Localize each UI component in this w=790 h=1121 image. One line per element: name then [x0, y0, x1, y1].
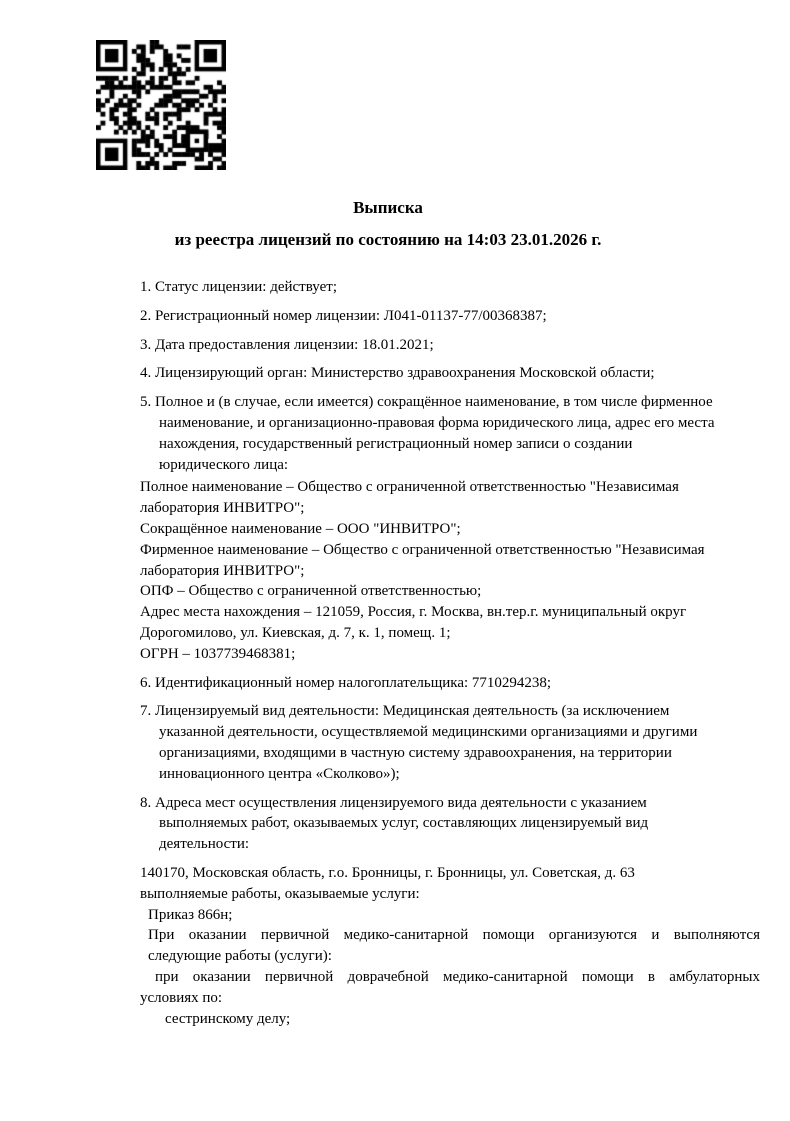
- text-line: 7. Лицензируемый вид деятельности: Медицинская деятельность (за исключением: [140, 703, 670, 720]
- address-activities: [140, 863, 760, 1029]
- text-line: юридического лица:: [159, 456, 289, 473]
- text-line: следующие работы (услуги):: [148, 948, 332, 965]
- text-line: ОПФ – Общество с ограниченной ответственностью;: [140, 583, 482, 600]
- text-line: Дорогомилово, ул. Киевская, д. 7, к. 1, помещ. 1;: [140, 624, 451, 641]
- text-line: При оказании первичной медико-санитарной помощи организуются и выполняются: [148, 927, 760, 944]
- item-3-grant-date: [140, 335, 760, 356]
- text-line: 5. Полное и (в случае, если имеется) сокращённое наименование, в том числе фирменное: [140, 394, 713, 411]
- item-5-legal-entity-heading: [140, 392, 760, 475]
- text-line: условиях по:: [140, 989, 223, 1006]
- document-title: Выписка: [353, 198, 423, 217]
- document-subtitle: из реестра лицензий по состоянию на 14:03 23.01.2026 г.: [174, 230, 602, 249]
- text-line: инновационного центра «Сколково»);: [159, 765, 400, 782]
- text-line: Приказ 866н;: [148, 906, 233, 923]
- item-6-inn: [140, 673, 760, 694]
- text-line: организациями, входящими в частную систему здравоохранения, на территории: [159, 744, 672, 761]
- text-line: указанной деятельности, осуществляемой медицинскими организациями и другими: [159, 724, 698, 741]
- text-line: Полное наименование – Общество с ограниченной ответственностью "Независимая: [140, 479, 679, 496]
- text-line: выполняемые работы, оказываемые услуги:: [140, 885, 420, 902]
- text-line: сестринскому делу;: [165, 1010, 291, 1027]
- text-line: нахождения, государственный регистрационный номер записи о создании: [159, 435, 633, 452]
- item-4-licensing-authority: [140, 363, 760, 384]
- text-line: 4. Лицензирующий орган: Министерство здравоохранения Московской области;: [140, 365, 655, 382]
- text-line: лаборатория ИНВИТРО";: [140, 500, 305, 517]
- item-2-reg-number: [140, 306, 760, 327]
- text-line: 6. Идентификационный номер налогоплательщика: 7710294238;: [140, 674, 552, 691]
- text-line: 8. Адреса мест осуществления лицензируемого вида деятельности с указанием: [140, 794, 647, 811]
- text-line: 1. Статус лицензии: действует;: [140, 279, 337, 295]
- item-7-licensed-activity: [140, 701, 760, 784]
- document-body: [140, 277, 760, 1029]
- text-line: Фирменное наименование – Общество с ограниченной ответственностью "Независимая: [140, 541, 705, 558]
- text-line: 140170, Московская область, г.о. Бронницы, г. Бронницы, ул. Советская, д. 63: [140, 864, 635, 881]
- text-line: деятельности:: [159, 836, 250, 853]
- qr-code-icon: [96, 40, 226, 170]
- text-line: при оказании первичной доврачебной медико-санитарной помощи в амбулаторных: [155, 968, 760, 985]
- text-line: Адрес места нахождения – 121059, Россия, г. Москва, вн.тер.г. муниципальный округ: [140, 604, 687, 621]
- text-line: Сокращённое наименование – ООО "ИНВИТРО";: [140, 520, 461, 537]
- text-line: 3. Дата предоставления лицензии: 18.01.2021;: [140, 336, 434, 353]
- item-1-status: [140, 277, 760, 298]
- organization-details: [140, 477, 760, 664]
- text-line: лаборатория ИНВИТРО";: [140, 562, 305, 579]
- text-line: 2. Регистрационный номер лицензии: Л041-01137-77/00368387;: [140, 307, 547, 324]
- item-8-addresses-heading: [140, 793, 760, 855]
- title-block: [6, 197, 770, 250]
- text-line: ОГРН – 1037739468381;: [140, 645, 296, 662]
- text-line: наименование, и организационно-правовая форма юридического лица, адрес его места: [159, 414, 715, 431]
- text-line: выполняемых работ, оказываемых услуг, составляющих лицензируемый вид: [159, 815, 649, 832]
